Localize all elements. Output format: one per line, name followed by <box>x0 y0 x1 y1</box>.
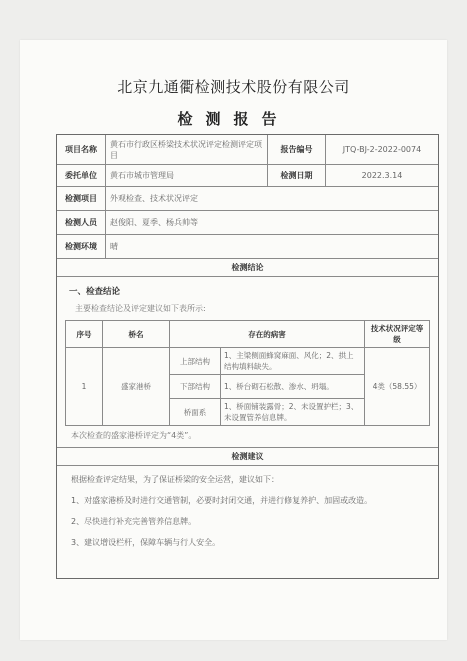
company-name: 北京九通衢检测技术股份有限公司 <box>117 78 350 96</box>
report-sheet <box>56 134 439 579</box>
advice-intro: 根据检查评定结果，为了保证桥梁的安全运营，建议如下： <box>71 475 279 484</box>
row-staff <box>57 211 438 235</box>
document-page <box>20 40 447 640</box>
conclusion-block <box>57 277 438 447</box>
conclusion-heading: 一、检查结论 <box>69 287 121 297</box>
conclusion-section-title: 检测结论 <box>231 263 264 272</box>
staff-value: 赵俊阳、夏季、杨兵帅等 <box>110 218 198 227</box>
date-label: 检测日期 <box>268 165 326 186</box>
env-value: 晴 <box>110 242 118 251</box>
table-header-row <box>66 321 430 348</box>
items-value: 外观检查、技术状况评定 <box>110 194 198 203</box>
client-label: 委托单位 <box>57 165 106 186</box>
cell-rating: 4类（58.55） <box>365 348 430 426</box>
conclusion-summary: 本次检查的盛家港桥评定为“4类”。 <box>71 431 197 440</box>
document-title: 检测报告 <box>177 110 290 128</box>
header-seq: 序号 <box>66 321 103 348</box>
cell-part-lower: 下部结构 <box>170 375 221 399</box>
header-rating: 技术状况评定等级 <box>365 321 430 348</box>
items-label: 检测项目 <box>57 187 106 210</box>
cell-defect-deck: 1、桥面铺装露骨；2、未设置护栏；3、未设置管养信息牌。 <box>221 399 365 426</box>
advice-item: 3、建议增设栏杆，保障车辆与行人安全。 <box>71 538 221 547</box>
row-client <box>57 165 438 187</box>
project-name-value: 黄石市行政区桥梁技术状况评定检测评定项目 <box>106 135 268 164</box>
cell-defect-lower: 1、桥台砌石松散、渗水、坍塌。 <box>221 375 365 399</box>
staff-label: 检测人员 <box>57 211 106 234</box>
cell-part-deck: 桥面系 <box>170 399 221 426</box>
client-value: 黄石市城市管理局 <box>106 165 268 186</box>
table-row <box>66 348 430 375</box>
advice-item: 2、尽快进行补充完善管养信息牌。 <box>71 517 197 526</box>
advice-item: 1、对盛家港桥及时进行交通管制，必要时封闭交通，并进行修复养护、加固或改造。 <box>71 496 373 505</box>
conclusion-intro: 主要检查结论及评定建议如下表所示: <box>75 304 206 313</box>
advice-title-row <box>57 448 438 466</box>
conclusion-table <box>65 320 430 426</box>
cell-bridge: 盛家港桥 <box>103 348 170 426</box>
row-items <box>57 187 438 211</box>
cell-defect-upper: 1、主梁侧面蜂窝麻面、风化；2、拱上结构填料缺失。 <box>221 348 365 375</box>
cell-seq: 1 <box>66 348 103 426</box>
cell-part-upper: 上部结构 <box>170 348 221 375</box>
report-no-value: JTQ-BJ-2-2022-0074 <box>342 145 422 154</box>
advice-block <box>57 466 438 578</box>
date-value: 2022.3.14 <box>361 171 403 180</box>
env-label: 检测环境 <box>57 235 106 258</box>
advice-section-title: 检测建议 <box>231 452 264 461</box>
row-project <box>57 135 438 165</box>
header-defects: 存在的病害 <box>170 321 365 348</box>
header-bridge: 桥名 <box>103 321 170 348</box>
conclusion-block-row <box>57 277 438 448</box>
row-env <box>57 235 438 259</box>
conclusion-title-row <box>57 259 438 277</box>
project-name-label: 项目名称 <box>57 135 106 164</box>
advice-block-row <box>57 466 438 578</box>
report-no-label: 报告编号 <box>268 135 326 164</box>
